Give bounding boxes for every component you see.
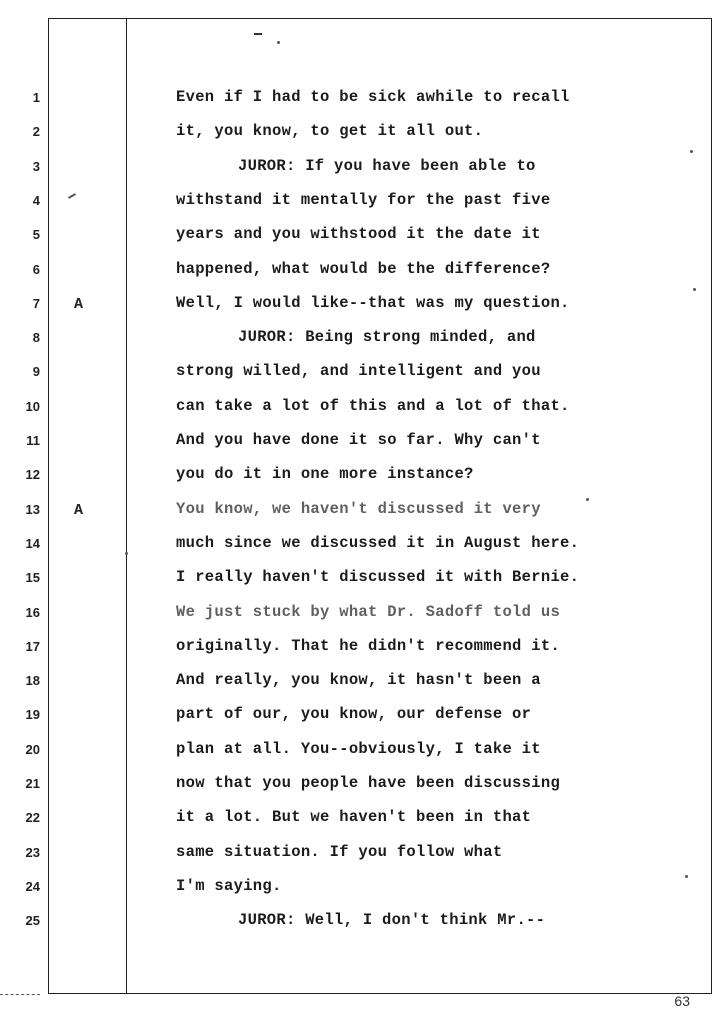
transcript-line: much since we discussed it in August here. (176, 534, 580, 552)
line-number: 2 (32, 124, 40, 139)
line-number: 9 (32, 364, 40, 379)
scan-speck (277, 41, 280, 44)
transcript-line: strong willed, and intelligent and you (176, 362, 541, 380)
transcript-line: JUROR: Well, I don't think Mr.-- (238, 911, 546, 929)
line-number: 20 (25, 742, 40, 757)
scan-speck (693, 288, 696, 291)
line-number: 5 (32, 227, 40, 242)
transcript-line: I'm saying. (176, 877, 282, 895)
transcript-line: it a lot. But we haven't been in that (176, 808, 532, 826)
line-number: 17 (25, 639, 40, 654)
line-number: 24 (25, 879, 40, 894)
bottom-edge-dash (0, 994, 40, 995)
line-number: 3 (32, 159, 40, 174)
line-number: 21 (25, 776, 40, 791)
transcript-line: JUROR: Being strong minded, and (238, 328, 536, 346)
scan-speck (690, 150, 693, 153)
top-mark (254, 33, 262, 35)
transcript-line: And really, you know, it hasn't been a (176, 671, 541, 689)
line-number: 18 (25, 673, 40, 688)
left-margin-rule (126, 18, 127, 994)
transcript-line: JUROR: If you have been able to (238, 157, 536, 175)
scan-speck (685, 875, 688, 878)
line-number: 12 (25, 467, 40, 482)
scan-speck (125, 552, 128, 555)
speaker-label: A (74, 502, 84, 519)
transcript-line: now that you people have been discussing (176, 774, 561, 792)
line-number: 7 (32, 296, 40, 311)
page-number: 63 (674, 993, 690, 1009)
transcript-line: We just stuck by what Dr. Sadoff told us (176, 603, 561, 621)
scan-speck (586, 498, 589, 501)
line-number: 16 (25, 605, 40, 620)
transcript-line: Well, I would like--that was my question. (176, 294, 570, 312)
transcript-line: withstand it mentally for the past five (176, 191, 551, 209)
transcript-line: Even if I had to be sick awhile to recall (176, 88, 570, 106)
line-number: 23 (25, 845, 40, 860)
transcript-line: you do it in one more instance? (176, 465, 474, 483)
transcript-line: happened, what would be the difference? (176, 260, 551, 278)
transcript-line: I really haven't discussed it with Bernie. (176, 568, 580, 586)
line-number: 22 (25, 810, 40, 825)
line-number: 1 (32, 90, 40, 105)
line-number: 25 (25, 913, 40, 928)
transcript-line: can take a lot of this and a lot of that. (176, 397, 570, 415)
transcript-line: part of our, you know, our defense or (176, 705, 532, 723)
line-number: 15 (25, 570, 40, 585)
transcript-line: it, you know, to get it all out. (176, 122, 484, 140)
line-number: 19 (25, 707, 40, 722)
line-number: 4 (32, 193, 40, 208)
transcript-line: And you have done it so far. Why can't (176, 431, 541, 449)
transcript-line: You know, we haven't discussed it very (176, 500, 541, 518)
transcript-line: years and you withstood it the date it (176, 225, 541, 243)
line-number: 13 (25, 502, 40, 517)
transcript-line: same situation. If you follow what (176, 843, 503, 861)
line-number: 10 (25, 399, 40, 414)
line-number: 6 (32, 262, 40, 277)
speaker-label: A (74, 296, 84, 313)
transcript-line: originally. That he didn't recommend it. (176, 637, 561, 655)
transcript-line: plan at all. You--obviously, I take it (176, 740, 541, 758)
line-number: 8 (32, 330, 40, 345)
line-number: 11 (26, 433, 40, 448)
line-number: 14 (25, 536, 40, 551)
